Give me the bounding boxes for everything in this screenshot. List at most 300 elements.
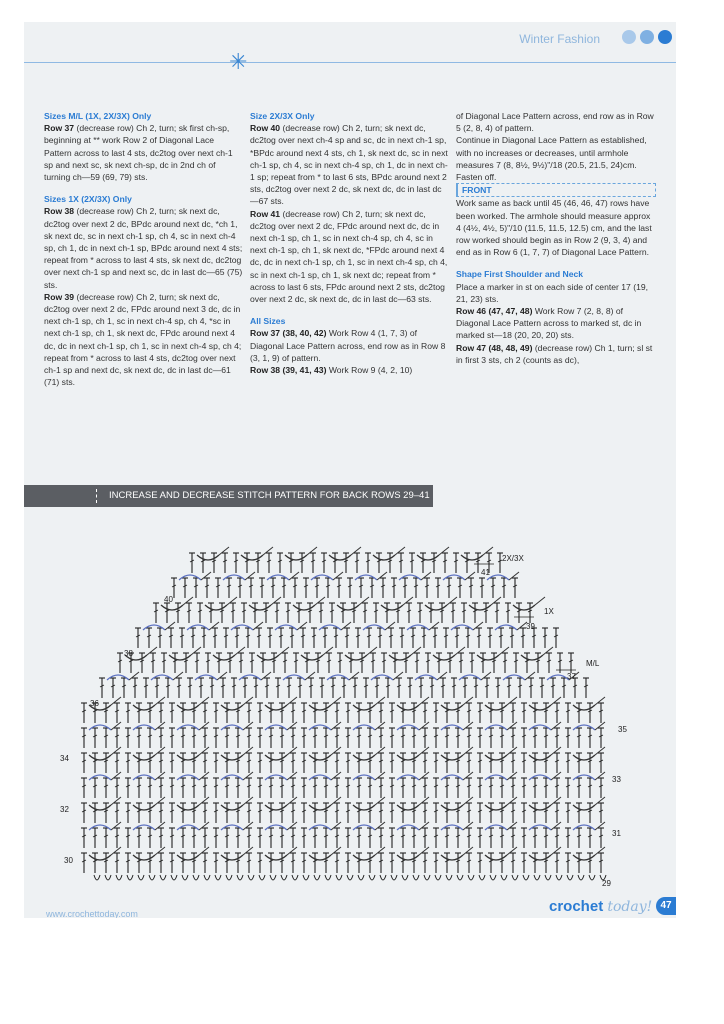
size-label: 2X/3X [502, 554, 524, 563]
chain-arc [355, 575, 377, 580]
chain-arc [155, 722, 165, 730]
chain-arc [573, 775, 595, 780]
chain-arc [169, 655, 191, 660]
chain-arc [243, 747, 253, 755]
chain-arc [219, 547, 229, 555]
foundation-loop [160, 875, 166, 880]
chain-arc [133, 775, 155, 780]
row-number-label: 33 [612, 775, 621, 784]
foundation-loop [589, 875, 595, 880]
chain-arc [89, 775, 111, 780]
foundation-loop [369, 875, 375, 880]
foundation-loop [391, 875, 397, 880]
chain-arc [221, 705, 243, 710]
chain-arc [529, 805, 551, 810]
chain-arc [265, 775, 287, 780]
chain-arc [111, 772, 121, 780]
chain-arc [249, 605, 271, 610]
chain-arc [411, 647, 421, 655]
chain-arc [257, 655, 279, 660]
chain-arc [421, 572, 431, 580]
chain-arc [155, 697, 165, 705]
chain-arc [331, 797, 341, 805]
chain-arc [509, 572, 519, 580]
chain-arc [463, 747, 473, 755]
chain-arc [243, 847, 253, 855]
chain-arc [177, 825, 199, 830]
foundation-loop [116, 875, 122, 880]
foundation-loop [303, 875, 309, 880]
chain-arc [419, 847, 429, 855]
chain-arc [547, 675, 569, 680]
chain-arc [375, 772, 385, 780]
chain-arc [271, 597, 281, 605]
chain-arc [417, 555, 439, 560]
row-text: (decrease row) Ch 2, turn; sk next dc, dc2tog over next ch-4 sp and sc, dc in next ch-1 sp, *BPdc around next 4 sts, ch 1, sk next dc, sc in next ch-1 sp, ch 4, sc in next ch-4 sp, ch 1, dc in next ch-1 sp; repeat from * to last 6 sts, BPdc around next 2 sts, dc2tog over next 2 dc, sk next dc, dc in last dc—67 sts. [250, 123, 448, 207]
chain-arc [199, 697, 209, 705]
stitch-chart [24, 518, 676, 898]
chain-arc [177, 775, 199, 780]
chain-arc [151, 675, 173, 680]
chain-arc [217, 672, 227, 680]
chain-arc [349, 672, 359, 680]
chain-arc [309, 805, 331, 810]
chain-arc [477, 655, 499, 660]
chain-arc [353, 705, 375, 710]
chain-arc [595, 697, 605, 705]
chain-arc [389, 655, 411, 660]
chain-arc [187, 625, 209, 630]
chain-arc [205, 605, 227, 610]
chain-arc [397, 725, 419, 730]
chain-arc [595, 772, 605, 780]
chain-arc [437, 672, 447, 680]
foundation-loop [490, 875, 496, 880]
chain-arc [329, 555, 351, 560]
chain-arc [461, 555, 483, 560]
chain-arc [551, 747, 561, 755]
chain-arc [285, 555, 307, 560]
chain-arc [353, 725, 375, 730]
foundation-loop [347, 875, 353, 880]
dot-icon [640, 30, 654, 44]
chain-arc [107, 675, 129, 680]
text-column-3 [456, 110, 656, 366]
chain-arc [513, 605, 535, 610]
size-label: M/L [586, 659, 600, 668]
chain-arc [459, 675, 481, 680]
chain-arc [309, 725, 331, 730]
chain-arc [375, 797, 385, 805]
row-number-label: 36 [90, 699, 99, 708]
chain-arc [485, 725, 507, 730]
body-paragraph: Place a marker in st on each side of center 17 (19, 21, 23) sts. [456, 281, 649, 304]
chain-arc [441, 725, 463, 730]
banner-marker [96, 489, 99, 503]
foundation-loop [435, 875, 441, 880]
chain-arc [375, 847, 385, 855]
foundation-loop [248, 875, 254, 880]
chain-arc [147, 647, 157, 655]
section-title: Winter Fashion [519, 32, 600, 46]
chain-arc [199, 747, 209, 755]
chain-arc [433, 655, 455, 660]
foundation-loop [105, 875, 111, 880]
chain-arc [395, 547, 405, 555]
dot-icon [658, 30, 672, 44]
foundation-loop [358, 875, 364, 880]
chain-arc [353, 775, 375, 780]
row-text: Work Row 7 (2, 8, 8) of Diagonal Lace Pattern across to marked st, dc in marked st—18 (20, 20, 20) sts. [456, 306, 642, 341]
chain-arc [293, 605, 315, 610]
row-label: Row 40 [250, 123, 281, 134]
foundation-loop [402, 875, 408, 880]
chain-arc [415, 675, 437, 680]
chain-arc [375, 697, 385, 705]
chain-arc [507, 747, 517, 755]
chain-arc [397, 705, 419, 710]
foundation-loop [182, 875, 188, 880]
chain-arc [385, 622, 395, 630]
dot-icon [622, 30, 636, 44]
chain-arc [287, 797, 297, 805]
chain-arc [165, 622, 175, 630]
row-instruction [456, 342, 656, 366]
row-number-label: 34 [60, 754, 69, 763]
chain-arc [419, 697, 429, 705]
row-instruction [44, 122, 244, 183]
row-number-label: 31 [612, 829, 621, 838]
chain-arc [263, 547, 273, 555]
chain-arc [363, 625, 385, 630]
chain-arc [155, 822, 165, 830]
foundation-loop [237, 875, 243, 880]
chain-arc [463, 697, 473, 705]
chain-arc [535, 597, 545, 605]
chain-arc [375, 822, 385, 830]
row-number-label: 30 [64, 856, 73, 865]
chain-arc [419, 772, 429, 780]
chain-arc [191, 647, 201, 655]
chain-arc [451, 625, 473, 630]
chain-arc [359, 597, 369, 605]
chain-arc [485, 805, 507, 810]
row-instruction [250, 122, 450, 207]
chain-arc [309, 755, 331, 760]
chain-arc [443, 575, 465, 580]
chain-arc [287, 847, 297, 855]
chain-arc [507, 772, 517, 780]
chain-arc [507, 847, 517, 855]
chain-arc [331, 722, 341, 730]
chain-arc [419, 797, 429, 805]
chain-arc [297, 622, 307, 630]
chain-arc [407, 625, 429, 630]
chain-arc [551, 722, 561, 730]
chart-banner [24, 485, 433, 507]
foundation-loop [457, 875, 463, 880]
chain-arc [221, 855, 243, 860]
chain-arc [491, 597, 501, 605]
chain-arc [341, 622, 351, 630]
chain-arc [311, 575, 333, 580]
chain-arc [403, 597, 413, 605]
chain-arc [525, 672, 535, 680]
body-paragraph: Work same as back until 45 (46, 46, 47) rows have been worked. The armhole should measure approx 4 (4½, 4½, 5)"/10 (11.5, 11.5, 12.5) cm, and the last row worked should begin as in Row 2 (9, 3, 4) and end as in Row 6 (1, 7, 7) of Diagonal Lace Pattern. [456, 198, 652, 258]
chain-arc [483, 547, 493, 555]
chain-arc [441, 805, 463, 810]
foundation-loop [215, 875, 221, 880]
chain-arc [551, 822, 561, 830]
chain-arc [529, 705, 551, 710]
chain-arc [315, 597, 325, 605]
chain-arc [375, 747, 385, 755]
chain-arc [133, 705, 155, 710]
row-instruction [250, 327, 450, 364]
chain-arc [595, 847, 605, 855]
chain-arc [239, 675, 261, 680]
chain-arc [235, 647, 245, 655]
foundation-loop [336, 875, 342, 880]
chain-arc [111, 722, 121, 730]
chain-arc [197, 555, 219, 560]
chain-arc [573, 855, 595, 860]
foundation-loop [578, 875, 584, 880]
chain-arc [243, 772, 253, 780]
chain-arc [265, 855, 287, 860]
row-number-label: 35 [618, 725, 627, 734]
chain-arc [133, 855, 155, 860]
chain-arc [243, 697, 253, 705]
chain-arc [155, 747, 165, 755]
chain-arc [213, 655, 235, 660]
foundation-loop [259, 875, 265, 880]
section-heading: Shape First Shoulder and Neck [456, 269, 584, 280]
chain-arc [397, 805, 419, 810]
chain-arc [503, 675, 525, 680]
chain-arc [133, 825, 155, 830]
row-label: Row 41 [250, 208, 281, 219]
chain-arc [507, 697, 517, 705]
chain-arc [595, 822, 605, 830]
chain-arc [221, 805, 243, 810]
foundation-loop [556, 875, 562, 880]
chain-arc [133, 725, 155, 730]
row-label: Row 47 (48, 48, 49) [456, 342, 533, 353]
chain-arc [485, 755, 507, 760]
chain-arc [89, 725, 111, 730]
chain-arc [265, 805, 287, 810]
header-rule [24, 62, 676, 63]
chain-arc [283, 675, 305, 680]
chain-arc [377, 572, 387, 580]
chain-arc [543, 647, 553, 655]
chain-arc [309, 855, 331, 860]
chain-arc [253, 622, 263, 630]
row-number-label: 39 [526, 622, 535, 631]
row-label: Row 46 (47, 47, 48) [456, 306, 533, 317]
chain-arc [551, 797, 561, 805]
chain-arc [419, 722, 429, 730]
chain-arc [507, 797, 517, 805]
row-text: (decrease row) Ch 2, turn; sk next dc, dc2tog over next 2 dc, FPdc around next dc, dc in next ch-1 sp, ch 1, sc in next ch-4 sp, ch 4, sc in next ch-1 sp, ch 1, sk next dc, *FPdc around next 4 dc, dc in next ch-1 sp, ch 1, sc in next ch-4 sp, ch 4, sc in next ch-1 sp, ch 1, sk next dc; repeat from * across to last 6 sts, FPdc around next 2 sts, dc2tog over next 2 dc, sk next dc, dc in last dc—63 sts. [250, 208, 448, 305]
footer-url[interactable]: www.crochettoday.com [46, 909, 138, 918]
foundation-loop [149, 875, 155, 880]
chain-arc [397, 855, 419, 860]
chain-arc [499, 647, 509, 655]
row-number-label: 38 [124, 649, 133, 658]
row-text: (decrease row) Ch 1, turn; sl st in first 3 sts, ch 2 (counts as dc), [456, 342, 653, 365]
chain-arc [595, 747, 605, 755]
chain-arc [331, 822, 341, 830]
chain-arc [551, 847, 561, 855]
chain-arc [397, 755, 419, 760]
chain-arc [495, 625, 517, 630]
chain-arc [485, 825, 507, 830]
chain-arc [243, 797, 253, 805]
chain-arc [183, 597, 193, 605]
chain-arc [155, 847, 165, 855]
chain-arc [529, 775, 551, 780]
chain-arc [227, 597, 237, 605]
chain-arc [485, 705, 507, 710]
chain-arc [199, 847, 209, 855]
chain-arc [89, 805, 111, 810]
chain-arc [155, 772, 165, 780]
chain-arc [351, 547, 361, 555]
foundation-loop [424, 875, 430, 880]
chain-arc [221, 775, 243, 780]
row-number-label: 40 [164, 595, 173, 604]
chain-arc [397, 775, 419, 780]
foundation-loop [512, 875, 518, 880]
chain-arc [381, 605, 403, 610]
chain-arc [485, 775, 507, 780]
chain-arc [529, 725, 551, 730]
chain-arc [111, 797, 121, 805]
row-instruction [456, 305, 656, 342]
chain-arc [195, 675, 217, 680]
chain-arc [441, 755, 463, 760]
foundation-loop [534, 875, 540, 880]
chain-arc [245, 572, 255, 580]
foundation-loop [270, 875, 276, 880]
chain-arc [199, 722, 209, 730]
chain-arc [481, 672, 491, 680]
row-number-label: 29 [602, 879, 611, 888]
chart-title: INCREASE AND DECREASE STITCH PATTERN FOR BACK ROWS 29–41 [109, 490, 430, 501]
chain-arc [287, 747, 297, 755]
chain-arc [177, 855, 199, 860]
chain-arc [309, 775, 331, 780]
row-instruction [44, 205, 244, 290]
chain-arc [375, 722, 385, 730]
chain-arc [485, 855, 507, 860]
row-label: Row 38 [44, 206, 75, 217]
foundation-loop [446, 875, 452, 880]
chain-arc [463, 797, 473, 805]
chain-arc [353, 825, 375, 830]
chain-arc [393, 672, 403, 680]
chain-arc [89, 825, 111, 830]
row-instruction [250, 364, 450, 376]
row-number-label: 41 [481, 568, 490, 577]
foundation-loop [314, 875, 320, 880]
snowflake-icon: ✳ [229, 49, 248, 74]
foundation-loop [501, 875, 507, 880]
chain-arc [333, 572, 343, 580]
front-heading-box: FRONT [456, 183, 656, 197]
chain-arc [331, 747, 341, 755]
chain-arc [447, 597, 457, 605]
row-label: Row 38 (39, 41, 43) [250, 365, 327, 376]
chain-arc [419, 747, 429, 755]
chain-arc [89, 855, 111, 860]
chain-arc [367, 647, 377, 655]
chain-arc [289, 572, 299, 580]
section-heading: Sizes M/L (1X, 2X/3X) Only [44, 111, 152, 121]
foundation-loop [545, 875, 551, 880]
chain-arc [241, 555, 263, 560]
chain-arc [353, 805, 375, 810]
chain-arc [133, 805, 155, 810]
chain-arc [301, 655, 323, 660]
chain-arc [573, 805, 595, 810]
chain-arc [463, 847, 473, 855]
chain-arc [573, 755, 595, 760]
row-label: Row 37 [44, 123, 75, 134]
chain-arc [173, 672, 183, 680]
foundation-loop [138, 875, 144, 880]
chain-arc [323, 647, 333, 655]
chain-arc [463, 722, 473, 730]
header-dots [622, 30, 672, 44]
row-label: Row 37 (38, 40, 42) [250, 328, 327, 339]
chain-arc [133, 755, 155, 760]
chain-arc [243, 722, 253, 730]
chain-arc [265, 705, 287, 710]
chain-arc [551, 772, 561, 780]
page-number: 47 [656, 897, 676, 915]
chain-arc [337, 605, 359, 610]
chain-arc [111, 697, 121, 705]
row-number-label: 37 [567, 672, 576, 681]
chain-arc [419, 822, 429, 830]
row-instruction [250, 208, 450, 306]
chain-arc [161, 605, 183, 610]
row-text: (decrease row) Ch 2, turn; sk first ch-sp, beginning at ** work Row 2 of Diagonal Lace Pattern across to last 4 sts, dc2tog over next ch-1 sp and next sc, sk next ch-sp, dc in 2nd ch of turning ch—59 (69, 79) sts. [44, 123, 233, 183]
foundation-loop [413, 875, 419, 880]
row-number-label: 32 [60, 805, 69, 814]
chain-arc [521, 655, 543, 660]
chain-arc [201, 572, 211, 580]
body-paragraph: of Diagonal Lace Pattern across, end row as in Row 5 (2, 8, 4) of pattern. [456, 111, 654, 134]
chain-arc [397, 825, 419, 830]
chain-arc [261, 672, 271, 680]
chain-arc [573, 825, 595, 830]
foundation-loop [468, 875, 474, 880]
chain-arc [231, 625, 253, 630]
chain-arc [551, 697, 561, 705]
chain-arc [111, 747, 121, 755]
row-instruction [44, 291, 244, 389]
chain-arc [177, 725, 199, 730]
chain-arc [331, 697, 341, 705]
size-label: 1X [544, 607, 554, 616]
foundation-loop [127, 875, 133, 880]
chain-arc [595, 797, 605, 805]
chain-arc [129, 672, 139, 680]
